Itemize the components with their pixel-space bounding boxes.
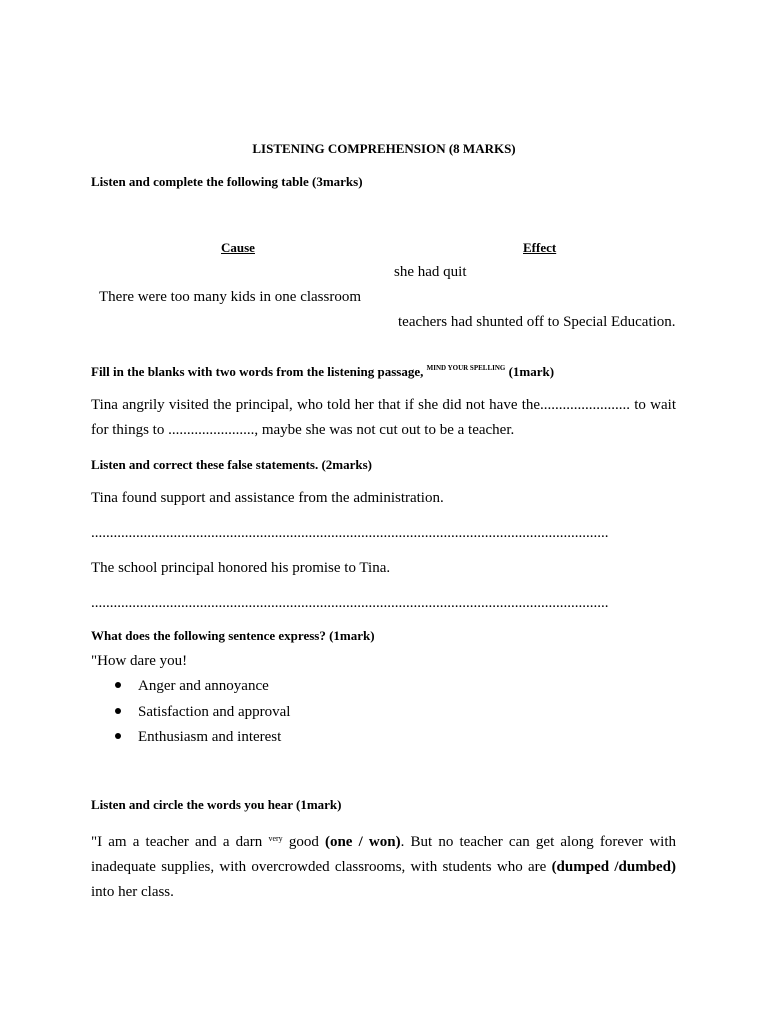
option-1: Anger and annoyance bbox=[138, 678, 269, 694]
section-4-heading: What does the following sentence express? (1mark) bbox=[91, 628, 375, 643]
cause-cell-2: There were too many kids in one classroom bbox=[99, 289, 362, 305]
bullet-icon bbox=[115, 708, 121, 714]
section-2-marks: (1mark) bbox=[508, 364, 555, 379]
option-3: Enthusiasm and interest bbox=[138, 729, 282, 745]
circle-words-paragraph bbox=[91, 826, 676, 905]
section-3-heading: Listen and correct these false statements. (2marks) bbox=[91, 457, 373, 472]
cause-column-header: Cause bbox=[221, 240, 255, 255]
answer-line-2: .......................................................................................................................................... bbox=[91, 595, 609, 611]
paragraph-part-3: . But no teacher can get along forever with inadequate supplies, with overcrowded classrooms, with students who are bbox=[91, 834, 676, 875]
spelling-note: MIND YOUR SPELLING bbox=[426, 364, 506, 372]
superscript-word: very bbox=[268, 834, 283, 843]
bullet-icon bbox=[115, 733, 121, 739]
effect-cell-1: she had quit bbox=[394, 264, 467, 280]
false-statement-1: Tina found support and assistance from the administration. bbox=[91, 490, 444, 506]
fill-in-paragraph bbox=[91, 393, 676, 443]
word-choice-2: (dumped /dumbed) bbox=[551, 859, 677, 875]
paragraph-part-1: "I am a teacher and a darn bbox=[91, 834, 263, 850]
section-1-heading: Listen and complete the following table (3marks) bbox=[91, 174, 363, 189]
section-5-heading: Listen and circle the words you hear (1mark) bbox=[91, 797, 342, 812]
effect-column-header: Effect bbox=[523, 240, 557, 255]
paragraph-part-2: good bbox=[288, 834, 319, 850]
fill-in-line-1: Tina angrily visited the principal, who told her that if she did not have the........................ to bbox=[91, 397, 646, 413]
page-title: LISTENING COMPREHENSION (8 MARKS) bbox=[252, 141, 516, 156]
effect-cell-3: teachers had shunted off to Special Education. bbox=[398, 314, 676, 330]
fill-in-line-2: wait for things to ......................., maybe she was not cut out to be a teacher. bbox=[91, 397, 676, 438]
bullet-icon bbox=[115, 682, 121, 688]
word-choice-1: (one / won) bbox=[324, 834, 401, 850]
false-statement-2: The school principal honored his promise to Tina. bbox=[91, 560, 391, 576]
paragraph-part-4: into her class. bbox=[91, 884, 174, 900]
section-2-heading-text: Fill in the blanks with two words from the listening passage, bbox=[91, 364, 424, 379]
section-2-heading bbox=[91, 365, 554, 378]
quoted-sentence: "How dare you! bbox=[91, 653, 188, 669]
option-2: Satisfaction and approval bbox=[138, 704, 291, 720]
answer-line-1: .......................................................................................................................................... bbox=[91, 525, 609, 541]
